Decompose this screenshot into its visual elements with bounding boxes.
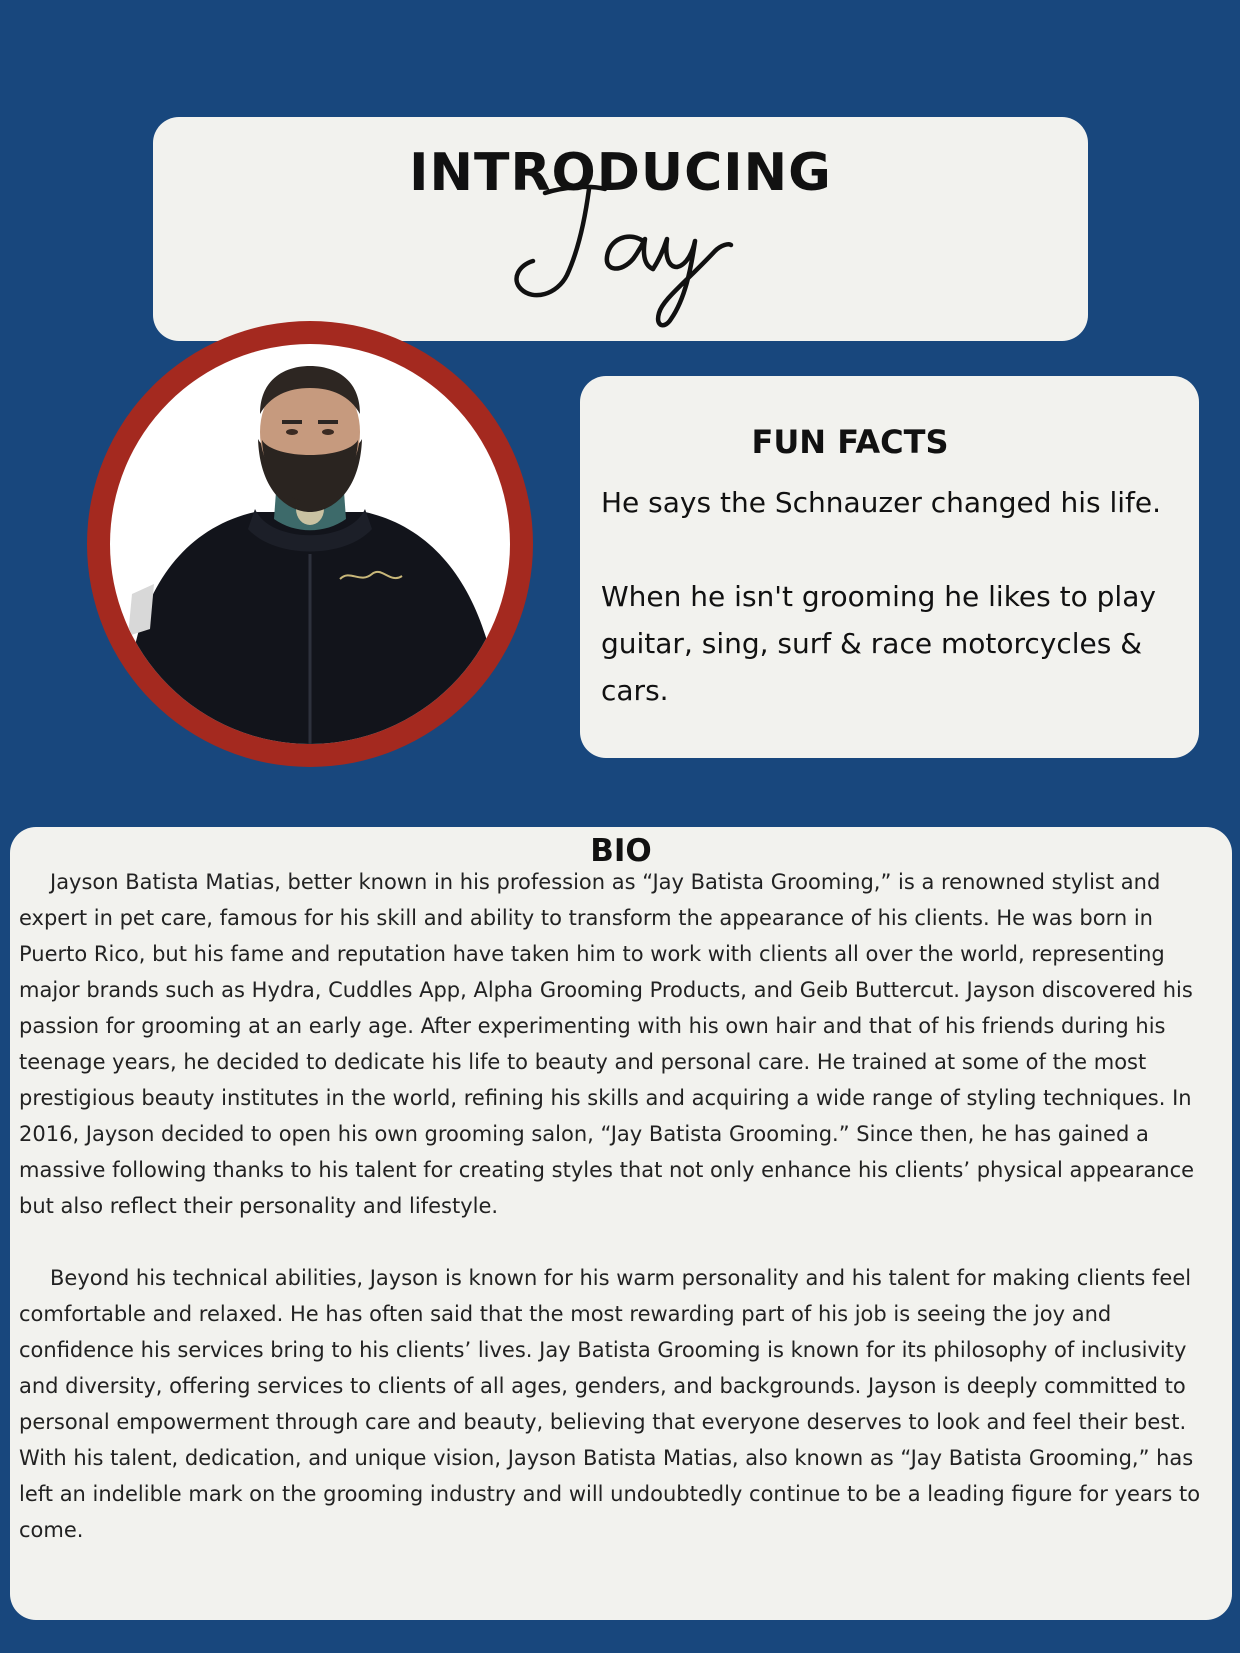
fun-fact-1: He says the Schnauzer changed his life. xyxy=(601,486,1162,519)
fun-facts-card xyxy=(580,376,1199,758)
fun-facts-heading: FUN FACTS xyxy=(751,423,949,461)
bio-heading: BIO xyxy=(590,833,652,869)
name-script xyxy=(493,179,733,329)
title-card xyxy=(153,117,1088,341)
bio-card xyxy=(10,827,1232,1620)
portrait-illustration xyxy=(110,344,510,744)
bio-paragraph-2: Beyond his technical abilities, Jayson is known for his warm personality and his talent for making clients feel comfortable and relaxed. He has often said that the most rewarding part of his job is seeing the joy and confidence his services bring to his clients’ lives. Jay Batista Grooming is known for its philosophy of inclusivity and diversity, offering services to clients of all ages, genders, and backgrounds. Jayson is deeply committed to personal empowerment through care and beauty, believing that everyone deserves to look and feel their best. With his talent, dedication, and unique vision, Jayson Batista Matias, also known as “Jay Batista Grooming,” has left an indelible mark on the grooming industry and will undoubtedly continue to be a leading figure for years to come. xyxy=(19,1266,1201,1542)
photo-frame xyxy=(87,321,533,767)
fun-fact-2: When he isn't grooming he likes to play guitar, sing, surf & race motorcycles & cars. xyxy=(601,580,1156,707)
intro-heading: INTRODUCING xyxy=(409,143,832,203)
portrait-photo xyxy=(110,344,510,744)
bio-paragraph-1: Jayson Batista Matias, better known in his profession as “Jay Batista Grooming,” is a renowned stylist and expert in pet care, famous for his skill and ability to transform the appearance of his clients. He was born in Puerto Rico, but his fame and reputation have taken him to work with clients all over the world, representing major brands such as Hydra, Cuddles App, Alpha Grooming Products, and Geib Buttercut. Jayson discovered his passion for grooming at an early age. After experimenting with his own hair and that of his friends during his teenage years, he decided to dedicate his life to beauty and personal care. He trained at some of the most prestigious beauty institutes in the world, refining his skills and acquiring a wide range of styling techniques. In 2016, Jayson decided to open his own grooming salon, “Jay Batista Grooming.” Since then, he has gained a massive following thanks to his talent for creating styles that not only enhance his clients’ physical appearance but also reflect their personality and lifestyle. xyxy=(19,870,1195,1218)
